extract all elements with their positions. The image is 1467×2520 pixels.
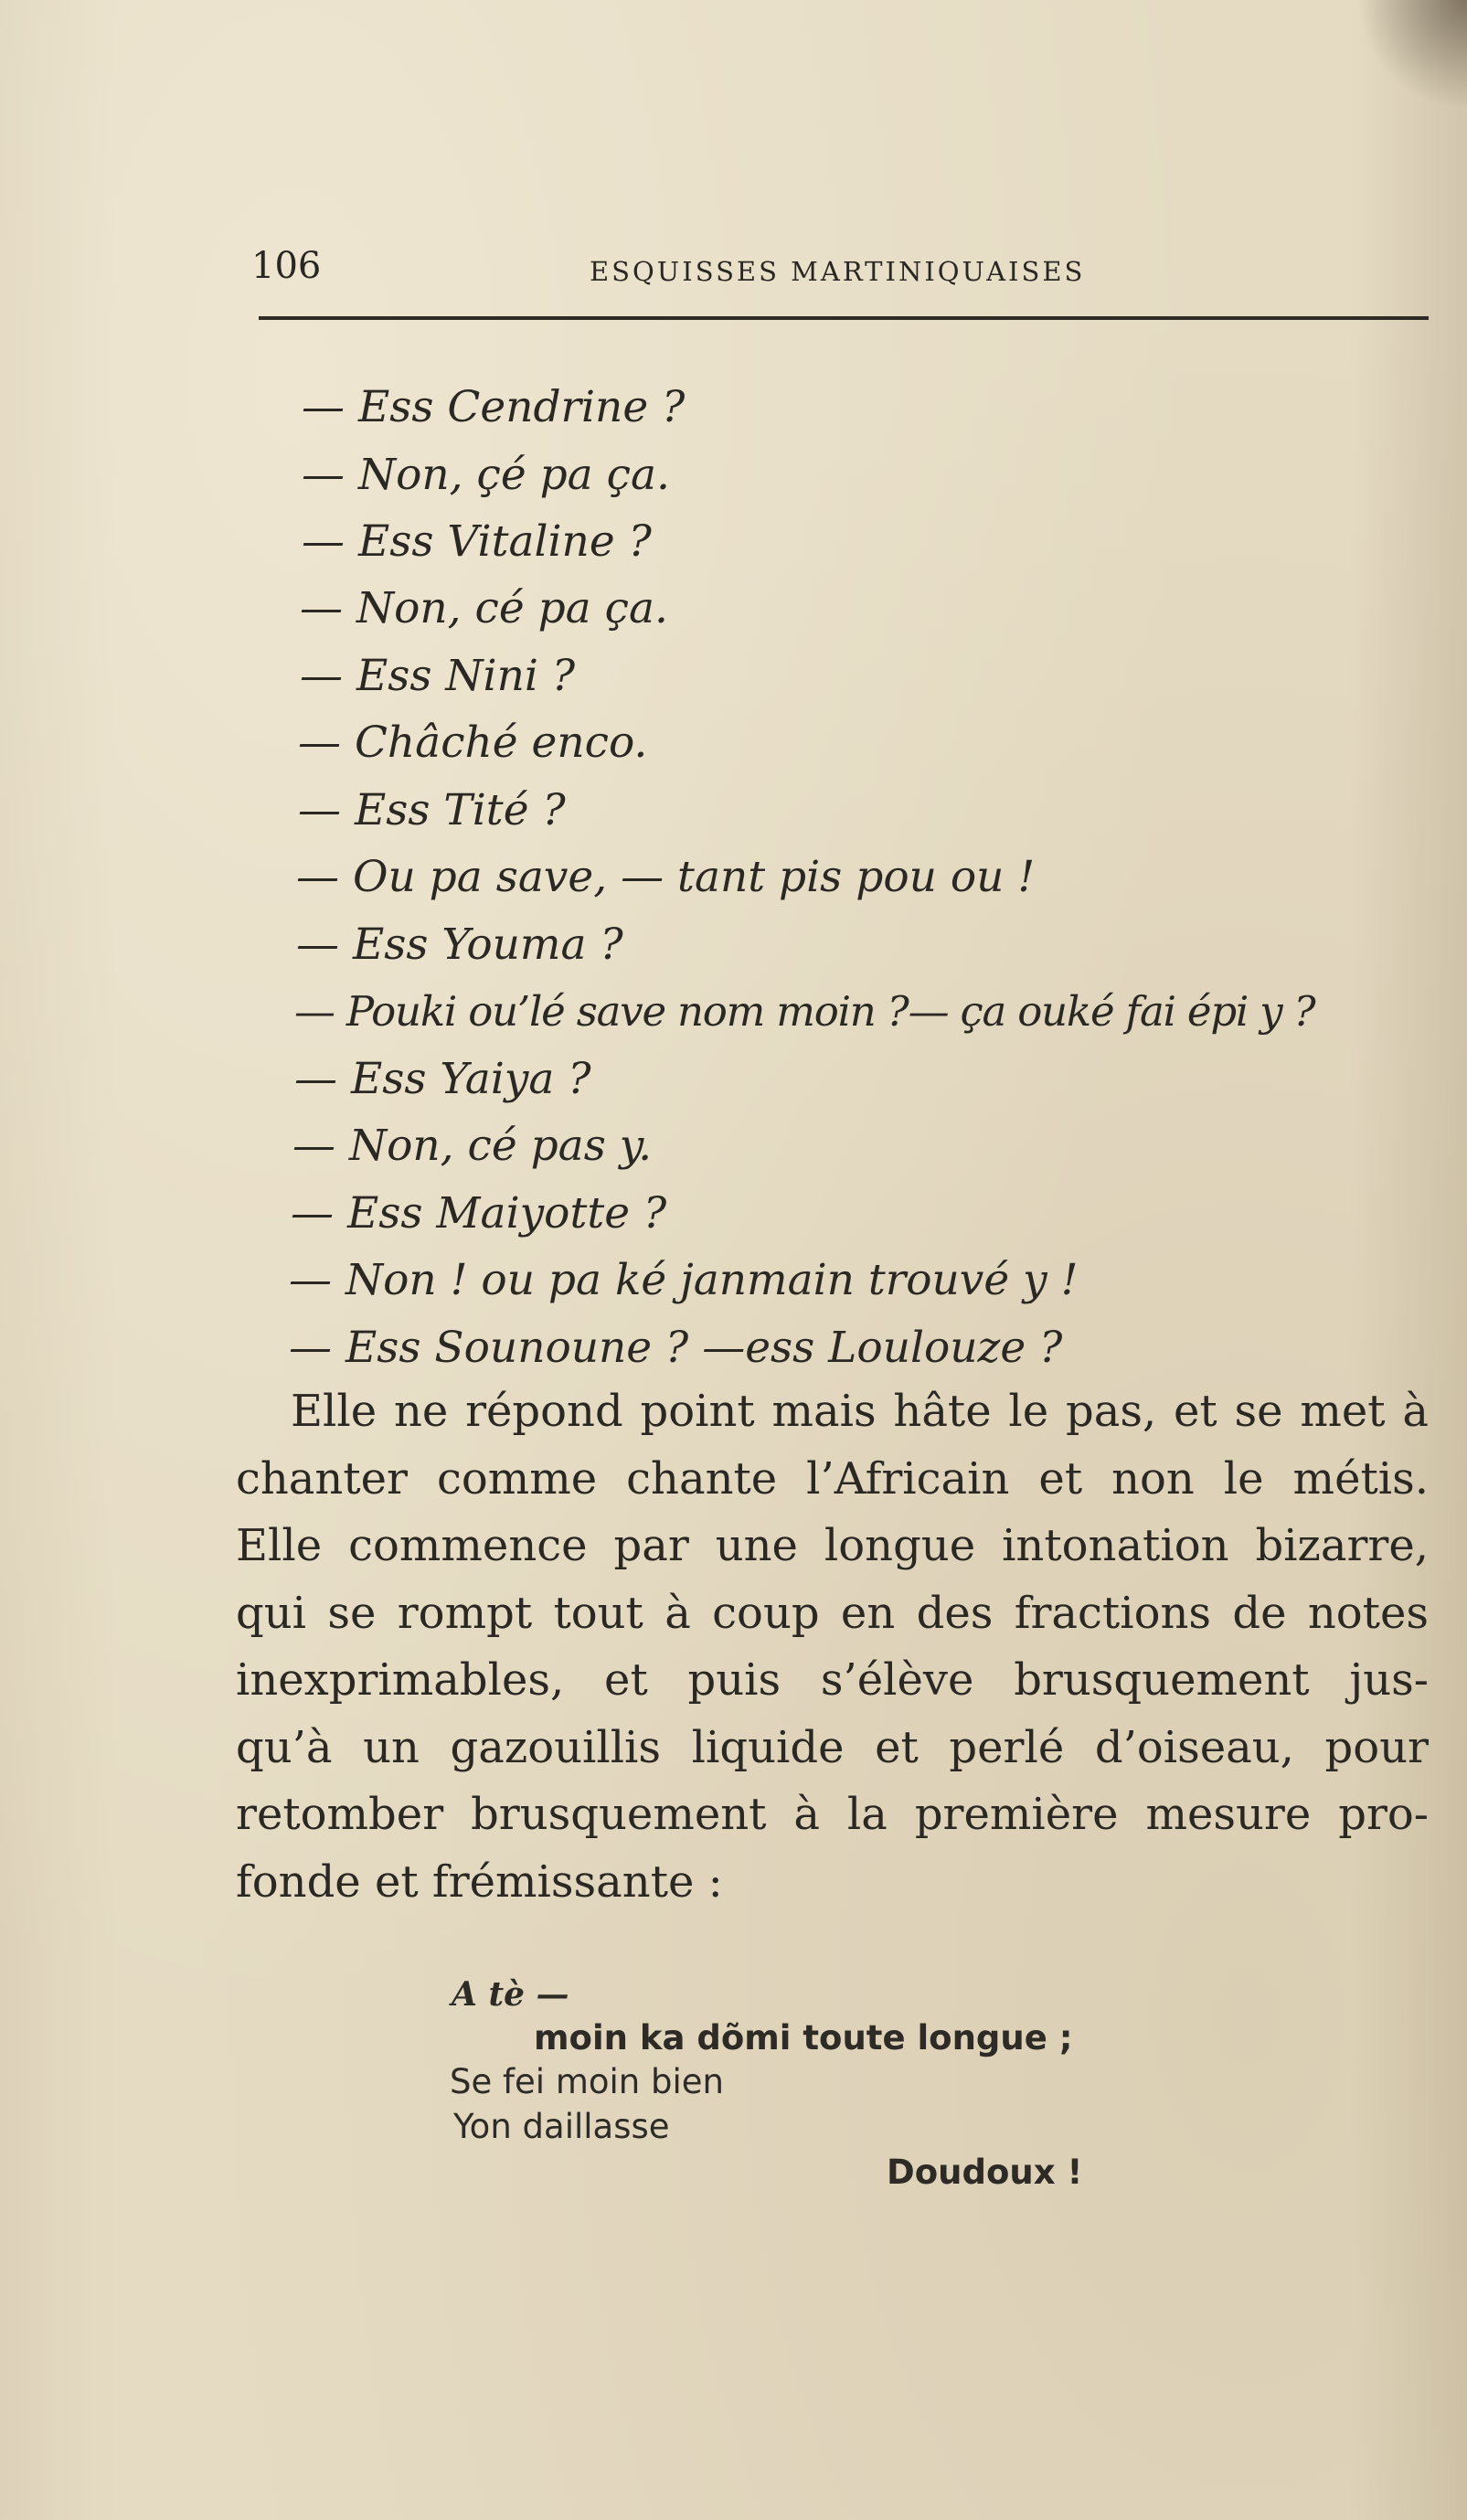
dialogue-line: — Ou pa save, — tant pis pou ou ! <box>296 852 1036 902</box>
dialogue-line: — Ess Cendrine ? <box>302 382 686 432</box>
dialogue-line: — Non, çé pa ça. <box>302 450 670 500</box>
header-rule <box>259 316 1429 320</box>
dialogue-line: — Ess Maiyotte ? <box>291 1188 667 1239</box>
dialogue-line: — Ess Vitaline ? <box>302 516 652 567</box>
dialogue-line: — Non ! ou pa ké janmain trouvé y ! <box>289 1255 1079 1305</box>
dialogue-line: — Ess Tité ? <box>298 785 566 835</box>
dialogue-line: — Ess Nini ? <box>300 651 576 701</box>
song-line: moin ka dõmi toute longue ; <box>534 2018 1073 2057</box>
paragraph-line: Elle commence par une longue intonation bizarre, <box>236 1520 1429 1571</box>
paragraph-line: inexprimables, et puis s’élève brusquement jus- <box>236 1654 1429 1706</box>
running-head: ESQUISSES MARTINIQUAISES <box>590 256 1086 287</box>
page-corner-shadow <box>1357 0 1467 110</box>
prose-paragraph <box>236 1378 1429 1916</box>
song-line: A tè — <box>452 1975 569 2014</box>
song-line: Doudoux ! <box>887 2153 1083 2192</box>
paragraph-line: Elle ne répond point mais hâte le pas, et se met à <box>291 1386 1429 1437</box>
paragraph-line: qui se rompt tout à coup en des fractions de notes <box>236 1587 1429 1639</box>
dialogue-line: — Ess Sounoune ? —ess Loulouze ? <box>289 1323 1063 1373</box>
dialogue-line: — Ess Yaiya ? <box>294 1054 591 1104</box>
song-line: Se fei moin bien <box>450 2062 724 2101</box>
paragraph-line: fonde et frémissante : <box>236 1855 723 1908</box>
dialogue-line: — Ess Youma ? <box>296 920 623 970</box>
page-header <box>251 245 1430 291</box>
paragraph-line: chanter comme chante l’Africain et non le métis. <box>236 1452 1429 1505</box>
paragraph-line: retomber brusquement à la première mesure pro- <box>236 1789 1429 1840</box>
dialogue-line: — Non, cé pas y. <box>292 1121 653 1171</box>
dialogue-line: — Non, cé pa ça. <box>300 583 668 633</box>
song-line: Yon daillasse <box>453 2107 670 2146</box>
paragraph-line: qu’à un gazouillis liquide et perlé d’oiseau, pour <box>236 1721 1429 1773</box>
dialogue-line: — Pouki ou’lé save nom moin ?— ça ouké fai épi y ? <box>294 987 1315 1036</box>
dialogue-line: — Châché enco. <box>298 718 648 768</box>
page-number: 106 <box>251 245 322 287</box>
